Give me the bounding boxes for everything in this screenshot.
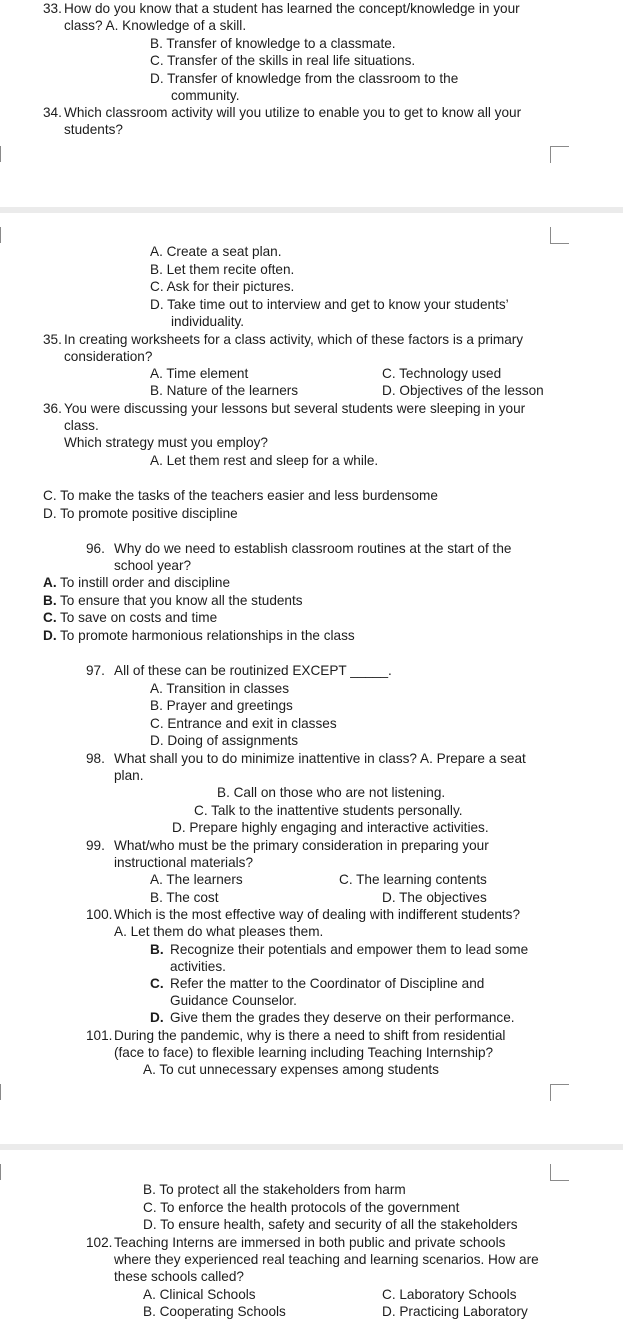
q100-stem: Which is the most effective way of dealing with indifferent students? — [114, 907, 521, 922]
q36-option-d: D. To promote positive discipline — [43, 506, 238, 521]
q34-option-b: B. Let them recite often. — [150, 262, 295, 277]
page-edge-left — [0, 1084, 1, 1100]
q96-stem-cont: school year? — [114, 558, 192, 573]
q97-stem: All of these can be routinized EXCEPT _____. — [114, 663, 392, 678]
q102-option-d: D. Practicing Laboratory — [382, 1304, 528, 1319]
q35-stem-cont: consideration? — [64, 349, 153, 364]
q99-stem: What/who must be the primary consideration in preparing your — [114, 838, 489, 853]
crop-mark — [550, 1164, 569, 1181]
q100-option-a: A. Let them do what pleases them. — [114, 924, 324, 939]
q101-number: 101. — [86, 1028, 113, 1043]
q98-option-b: B. Call on those who are not listening. — [217, 785, 446, 800]
q34-number: 34. — [43, 105, 62, 120]
q100-option-b-cont: activities. — [170, 959, 226, 974]
crop-mark — [550, 1084, 569, 1101]
q102-option-c: C. Laboratory Schools — [382, 1287, 517, 1302]
page-edge-left — [0, 227, 1, 243]
q35-option-c: C. Technology used — [382, 366, 502, 381]
q36-option-c: C. To make the tasks of the teachers easier and less burdensome — [43, 488, 438, 503]
page-edge-left — [0, 1164, 1, 1180]
q36-option-a: A. Let them rest and sleep for a while. — [150, 453, 379, 468]
page-separator — [0, 207, 623, 213]
q100-option-d: Give them the grades they deserve on their performance. — [170, 1010, 515, 1025]
q98-stem: What shall you to do minimize inattentive in class? A. Prepare a seat — [114, 751, 526, 766]
q35-option-d: D. Objectives of the lesson — [382, 383, 544, 398]
q35-option-a: A. Time element — [150, 366, 249, 381]
q101-option-b: B. To protect all the stakeholders from harm — [143, 1182, 406, 1197]
q102-option-b: B. Cooperating Schools — [143, 1304, 286, 1319]
q99-option-b: B. The cost — [150, 890, 219, 905]
q34-stem-cont: students? — [64, 122, 123, 137]
q96-option-d-letter: D. — [43, 628, 57, 643]
q102-option-a: A. Clinical Schools — [143, 1287, 256, 1302]
q96-option-a-letter: A. — [43, 575, 57, 590]
crop-mark — [550, 146, 569, 163]
q98-option-d: D. Prepare highly engaging and interactive activities. — [172, 820, 489, 835]
q36-stem-question: Which strategy must you employ? — [64, 435, 268, 450]
q33-number: 33. — [43, 1, 62, 16]
page-separator — [0, 1144, 623, 1150]
q98-number: 98. — [86, 751, 105, 766]
q96-option-b: To ensure that you know all the students — [60, 593, 303, 608]
q36-stem-cont: class. — [64, 418, 99, 433]
q100-option-d-letter: D. — [150, 1010, 164, 1025]
q99-option-a: A. The learners — [150, 872, 243, 887]
q97-option-b: B. Prayer and greetings — [150, 698, 293, 713]
q99-option-c: C. The learning contents — [339, 872, 487, 887]
q100-option-b-letter: B. — [150, 942, 164, 957]
q101-stem: During the pandemic, why is there a need to shift from residential — [114, 1028, 506, 1043]
q96-option-a: To instill order and discipline — [60, 575, 231, 590]
q101-option-d: D. To ensure health, safety and security of all the stakeholders — [143, 1217, 518, 1232]
q100-number: 100. — [86, 907, 113, 922]
q34-option-a: A. Create a seat plan. — [150, 244, 282, 259]
q101-option-a: A. To cut unnecessary expenses among students — [143, 1062, 439, 1077]
q33-option-d: D. Transfer of knowledge from the classroom to the — [150, 71, 459, 86]
q99-stem-cont: instructional materials? — [114, 855, 254, 870]
q97-option-d: D. Doing of assignments — [150, 733, 299, 748]
q33-stem-cont: class? A. Knowledge of a skill. — [64, 18, 247, 33]
q99-number: 99. — [86, 838, 105, 853]
q35-option-b: B. Nature of the learners — [150, 383, 299, 398]
q34-option-d: D. Take time out to interview and get to know your students’ — [150, 297, 509, 312]
q102-number: 102. — [86, 1235, 113, 1250]
q96-option-b-letter: B. — [43, 593, 57, 608]
q33-option-b: B. Transfer of knowledge to a classmate. — [150, 36, 396, 51]
page-edge-left — [0, 146, 1, 162]
q96-stem: Why do we need to establish classroom routines at the start of the — [114, 541, 512, 556]
q100-option-c: Refer the matter to the Coordinator of Discipline and — [170, 976, 485, 991]
q96-option-d: To promote harmonious relationships in the class — [60, 628, 355, 643]
q102-stem: Teaching Interns are immersed in both public and private schools — [114, 1235, 506, 1250]
q33-option-c: C. Transfer of the skills in real life situations. — [150, 53, 416, 68]
q101-stem-cont: (face to face) to flexible learning including Teaching Internship? — [114, 1045, 494, 1060]
q36-number: 36. — [43, 401, 62, 416]
q35-stem: In creating worksheets for a class activity, which of these factors is a primary — [64, 332, 524, 347]
q100-option-c-letter: C. — [150, 976, 164, 991]
q34-stem: Which classroom activity will you utilize to enable you to get to know all your — [64, 105, 522, 120]
q101-option-c: C. To enforce the health protocols of the government — [143, 1200, 460, 1215]
q34-option-c: C. Ask for their pictures. — [150, 279, 295, 294]
q35-number: 35. — [43, 332, 62, 347]
q97-number: 97. — [86, 663, 105, 678]
q98-stem-cont: plan. — [114, 768, 144, 783]
q36-stem: You were discussing your lessons but several students were sleeping in your — [64, 401, 526, 416]
q96-option-c: To save on costs and time — [60, 610, 218, 625]
q99-option-d: D. The objectives — [382, 890, 487, 905]
q100-option-b: Recognize their potentials and empower them to lead some — [170, 942, 529, 957]
q102-stem-question: these schools called? — [114, 1269, 244, 1284]
q98-option-c: C. Talk to the inattentive students personally. — [194, 803, 463, 818]
q102-stem-cont: where they experienced real teaching and learning scenarios. How are — [114, 1252, 539, 1267]
q33-stem: How do you know that a student has learned the concept/knowledge in your — [64, 1, 520, 16]
q34-option-d-cont: individuality. — [171, 314, 245, 329]
q33-option-d-cont: community. — [171, 88, 240, 103]
q97-option-c: C. Entrance and exit in classes — [150, 716, 337, 731]
crop-mark — [550, 227, 569, 244]
q96-option-c-letter: C. — [43, 610, 57, 625]
q100-option-c-cont: Guidance Counselor. — [170, 993, 297, 1008]
q96-number: 96. — [86, 541, 105, 556]
q97-option-a: A. Transition in classes — [150, 681, 290, 696]
